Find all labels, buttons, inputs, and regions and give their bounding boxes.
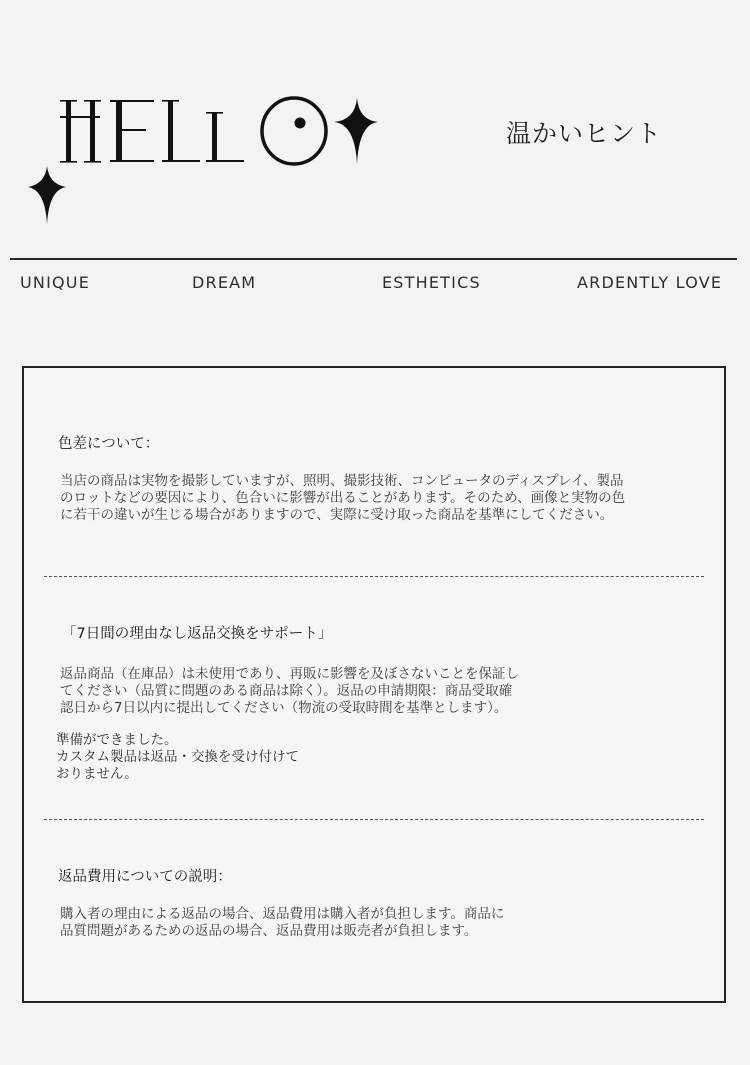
logo-letter-h-right — [90, 100, 95, 162]
logo-letter-l1-stem — [168, 100, 173, 162]
custom-product-note: 準備ができました。 カスタム製品は返品・交換を受け付けて おりません。 — [56, 732, 299, 782]
color-difference-body: 当店の商品は実物を撮影していますが、照明、撮影技術、コンピュータのディスプレイ、製品 のロットなどの要因により、色合いに影響が出ることがあります。そのため、画像と実物の色 に若干の違いが生じる場合がありますので、実際に受け取った商品を基準にしてください。 — [60, 473, 626, 523]
color-difference-title: 色差について： — [58, 436, 160, 452]
tag-ardently-love: ARDENTLY LOVE — [577, 273, 723, 292]
section-divider-1 — [44, 576, 704, 577]
sparkle-right-icon — [334, 98, 378, 164]
return-policy-title: 「7日間の理由なし返品交換をサポート」 — [62, 626, 333, 642]
header-subtitle: 温かいヒント — [506, 119, 663, 148]
logo-letter-h-left — [66, 100, 71, 162]
tag-esthetics: ESTHETICS — [382, 273, 481, 292]
logo-letter-o — [262, 98, 326, 164]
logo-letter-l2-stem — [212, 112, 217, 162]
section-divider-2 — [44, 819, 704, 820]
logo-dot — [295, 118, 306, 129]
notice-panel — [22, 366, 726, 1003]
return-fee-body: 購入者の理由による返品の場合、返品費用は購入者が負担します。商品に 品質問題があるための返品の場合、返品費用は販売者が負担します。 — [60, 906, 505, 939]
logo-letter-h-bar — [60, 116, 100, 118]
sparkle-left-icon — [28, 166, 66, 224]
tag-dream: DREAM — [192, 273, 257, 292]
return-policy-body: 返品商品（在庫品）は未使用であり、再販に影響を及ぼさないことを保証し てください（品質に問題のある商品は除く）。返品の申請期限：商品受取確 認日から7日以内に提出してください（物流の受取時間を基準とします）。 — [60, 666, 519, 716]
header-divider — [10, 258, 737, 260]
return-fee-title: 返品費用についての説明： — [58, 869, 232, 885]
hello-logo — [22, 92, 392, 232]
tag-unique: UNIQUE — [20, 273, 91, 292]
